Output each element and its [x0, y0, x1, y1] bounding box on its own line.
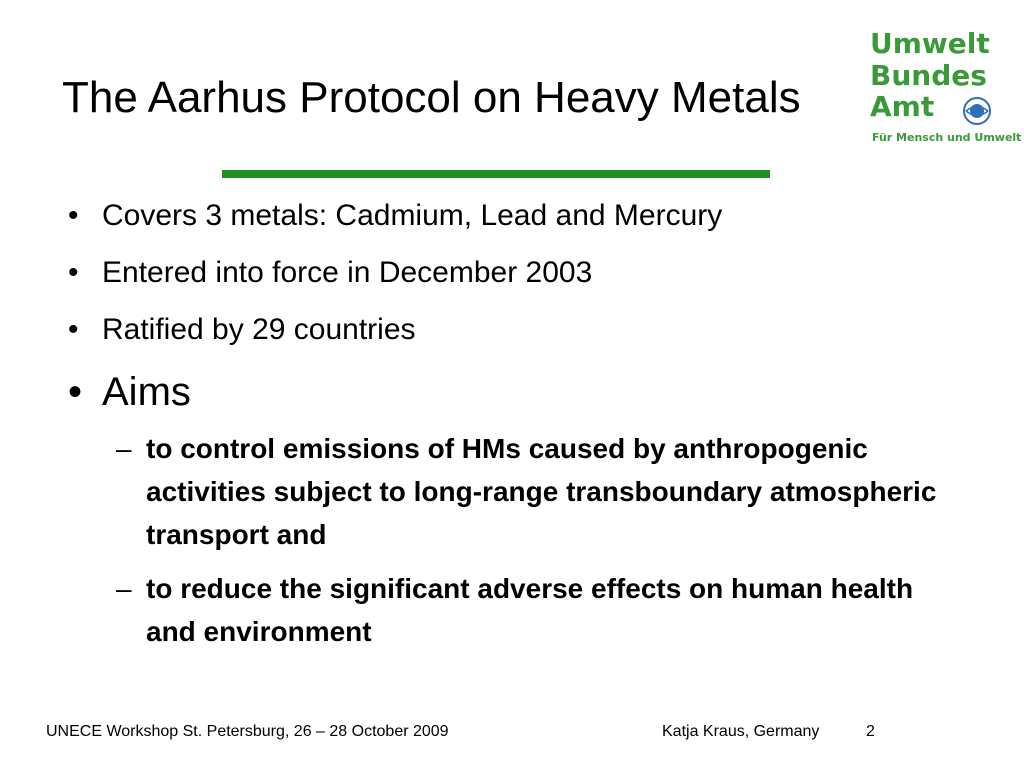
bullet-item: [68, 253, 968, 293]
bullet-item: [68, 196, 968, 236]
bullet-text: Entered into force in December 2003: [102, 256, 593, 289]
bullet-marker: •: [68, 370, 83, 414]
logo-line-bundes: Bundes: [870, 59, 987, 92]
sub-bullet-item: [116, 427, 968, 556]
bullet-marker: •: [68, 199, 79, 232]
bullet-text: Aims: [102, 370, 191, 414]
bullet-item: [68, 310, 968, 350]
sub-bullet-marker: –: [116, 433, 132, 464]
logo-line-amt: Amt: [870, 90, 935, 123]
title-underline: [222, 170, 770, 178]
logo-tagline: Für Mensch und Umwelt: [872, 131, 1022, 144]
bullet-item-aims: [68, 367, 968, 417]
footer-page-number: 2: [866, 723, 875, 740]
bullet-list: [68, 196, 968, 664]
sub-bullet-text: to reduce the significant adverse effects on human health and environment: [146, 573, 914, 647]
footer-author: Katja Kraus, Germany: [662, 723, 820, 740]
bullet-text: Ratified by 29 countries: [102, 313, 416, 346]
bullet-marker: •: [68, 256, 79, 289]
sub-bullet-marker: –: [116, 573, 132, 604]
globe-icon: [962, 96, 992, 126]
logo-line-umwelt: Umwelt: [870, 27, 990, 60]
sub-bullet-text: to control emissions of HMs caused by anthropogenic activities subject to long-range transboundary atmospheric transport and: [146, 433, 937, 550]
logo: [866, 27, 1022, 150]
bullet-marker: •: [68, 313, 79, 346]
sub-bullet-item: [116, 567, 968, 653]
bullet-text: Covers 3 metals: Cadmium, Lead and Mercury: [102, 199, 723, 232]
slide-title: The Aarhus Protocol on Heavy Metals: [62, 73, 801, 122]
footer-event: UNECE Workshop St. Petersburg, 26 – 28 October 2009: [46, 723, 449, 740]
